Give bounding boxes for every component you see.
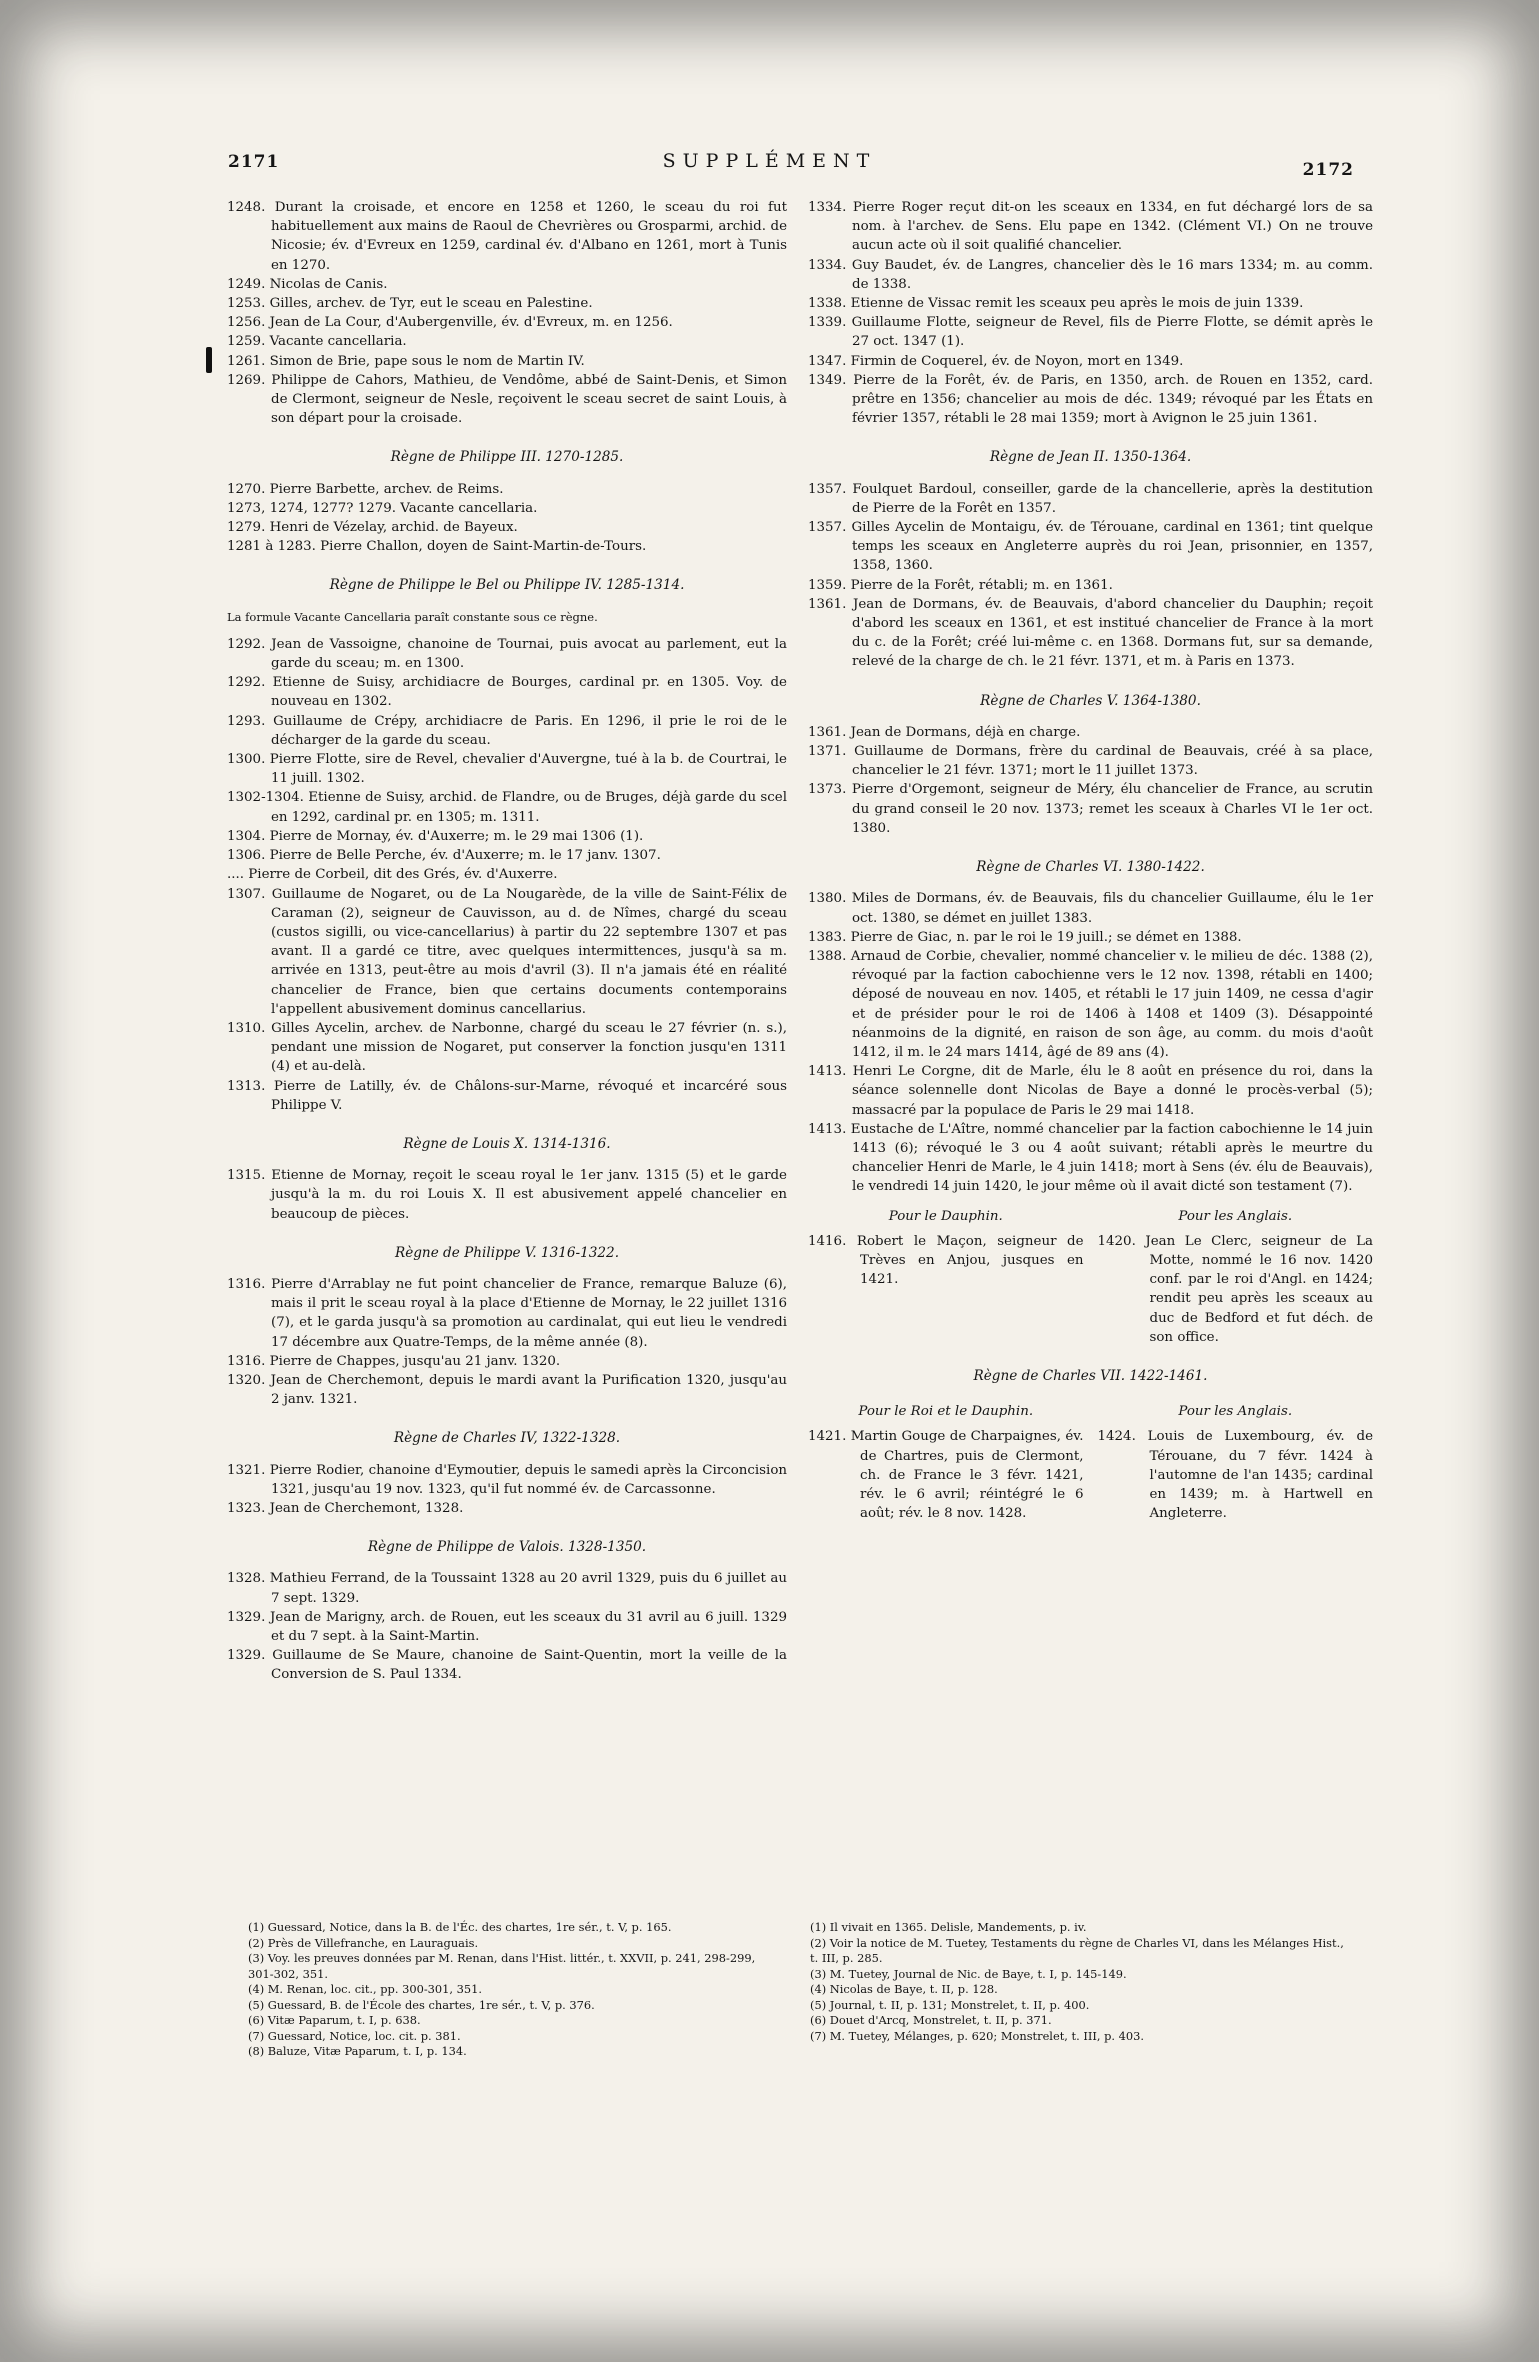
subheading: Pour les Anglais. — [1178, 1208, 1293, 1224]
roi-block — [808, 1398, 1084, 1523]
left-column — [227, 198, 787, 1685]
list-item: 1380. Miles de Dormans, év. de Beauvais, fils du chancelier Guillaume, élu le 1er oct. 1380, se démet en juillet 1383. — [808, 891, 1373, 926]
list-item: 1307. Guillaume de Nogaret, ou de La Nougarède, de la ville de Saint-Félix de Caraman (2), seigneur de Cauvisson, au d. de Nîmes, chargé du sceau (custos sigilli, ou vice-cancellarius) à partir du 22 septembre 1307 et pas avant. Il a gardé ce titre, avec quelques intermittences, jusqu'à sa m. arrivée en 1313, peut-être au mois d'avril (3). Il n'a jamais été en réalité chancelier de France, bien que certains documents contemporains l'appellent abusivement dominus cancellarius. — [227, 886, 787, 1017]
list-item: 1413. Eustache de L'Aître, nommé chancelier par la faction cabochienne le 14 juin 1413 (6); révoqué le 3 ou 4 août suivant; rétabli après le meurtre du chancelier Henri de Marle, le 4 juin 1418; mort à Sens (év. élu de Beauvais), le vendredi 14 juin 1420, le jour même où il avait dicté son testament (7). — [808, 1121, 1373, 1195]
right-column — [808, 198, 1373, 1523]
footnote: (7) Guessard, Notice, loc. cit. p. 381. — [248, 2028, 461, 2043]
footnotes-left — [248, 1920, 778, 2060]
list-item: 1256. Jean de La Cour, d'Aubergenville, év. d'Evreux, m. en 1256. — [227, 315, 673, 331]
list-item: 1338. Etienne de Vissac remit les sceaux peu après le mois de juin 1339. — [808, 296, 1304, 312]
footnote: (8) Baluze, Vitæ Paparum, t. I, p. 134. — [248, 2044, 467, 2058]
anglais-block — [1098, 1203, 1374, 1347]
list-item: 1269. Philippe de Cahors, Mathieu, de Vendôme, abbé de Saint-Denis, et Simon de Clermont, seigneur de Nesle, reçoivent le sceau secret de saint Louis, à son départ pour la croisade. — [227, 372, 787, 427]
footnote: (4) M. Renan, loc. cit., pp. 300-301, 351. — [248, 1982, 483, 1996]
subheading: Pour les Anglais. — [1178, 1404, 1293, 1420]
list-item: 1304. Pierre de Mornay, év. d'Auxerre; m. le 29 mai 1306 (1). — [227, 828, 644, 844]
list-item: 1413. Henri Le Corgne, dit de Marle, élu le 8 août en présence du roi, dans la séance solennelle dont Nicolas de Baye a donné le procès-verbal (5); massacré par la populace de Paris le 29 mai 1418. — [808, 1064, 1373, 1118]
list-item: 1328. Mathieu Ferrand, de la Toussaint 1328 au 20 avril 1329, puis du 6 juillet au 7 sept. 1329. — [227, 1571, 787, 1606]
reign-heading: Règne de Charles V. 1364-1380. — [980, 692, 1201, 709]
footnote: (3) M. Tuetey, Journal de Nic. de Baye, t. I, p. 145-149. — [810, 1966, 1127, 1981]
list-item: 1361. Jean de Dormans, déjà en charge. — [808, 724, 1081, 740]
dauphin-anglais-split — [808, 1203, 1373, 1347]
reign-note: La formule Vacante Cancellaria paraît constante sous ce règne. — [227, 609, 598, 624]
list-item: 1259. Vacante cancellaria. — [227, 334, 407, 350]
page-title: SUPPLÉMENT — [662, 150, 877, 172]
page-number-right: 2172 — [1302, 160, 1354, 180]
reign-heading: Règne de Philippe III. 1270-1285. — [390, 449, 624, 466]
list-item: 1359. Pierre de la Forêt, rétabli; m. en 1361. — [808, 577, 1113, 593]
list-item: 1329. Jean de Marigny, arch. de Rouen, eut les sceaux du 31 avril au 6 juill. 1329 et du 7 sept. à la Saint-Martin. — [227, 1609, 787, 1644]
list-item: 1249. Nicolas de Canis. — [227, 276, 388, 292]
list-item: 1306. Pierre de Belle Perche, év. d'Auxerre; m. le 17 janv. 1307. — [227, 848, 661, 864]
reign-heading: Règne de Charles IV, 1322-1328. — [393, 1430, 621, 1447]
list-item: 1334. Guy Baudet, év. de Langres, chancelier dès le 16 mars 1334; m. au comm. de 1338. — [808, 257, 1373, 292]
list-item: 1316. Pierre d'Arrablay ne fut point chancelier de France, remarque Baluze (6), mais il prit le sceau royal à la place d'Etienne de Mornay, le 22 juillet 1316 (7), et le garda jusqu'à sa promotion au cardinalat, qui eut lieu le vendredi 17 décembre aux Quatre-Temps, de la même année (8). — [227, 1276, 787, 1350]
list-item: 1321. Pierre Rodier, chanoine d'Eymoutier, depuis le samedi après la Circoncision 1321, jusqu'au 19 nov. 1323, qu'il fut nommé év. de Carcassonne. — [227, 1462, 787, 1497]
reign-heading: Règne de Philippe le Bel ou Philippe IV. 1285-1314. — [329, 577, 685, 594]
list-item: 1357. Gilles Aycelin de Montaigu, év. de Térouane, cardinal en 1361; tint quelque temps les sceaux en Angleterre auprès du roi Jean, prisonnier, en 1357, 1358, 1360. — [808, 520, 1373, 574]
list-item: 1300. Pierre Flotte, sire de Revel, chevalier d'Auvergne, tué à la b. de Courtrai, le 11 juill. 1302. — [227, 752, 787, 787]
list-item: 1292. Jean de Vassoigne, chanoine de Tournai, puis avocat au parlement, eut la garde du sceau; m. en 1300. — [227, 636, 787, 672]
footnote: (7) M. Tuetey, Mélanges, p. 620; Monstrelet, t. III, p. 403. — [810, 2028, 1144, 2043]
footnote: (4) Nicolas de Baye, t. II, p. 128. — [810, 1982, 998, 1996]
list-item: 1253. Gilles, archev. de Tyr, eut le sceau en Palestine. — [227, 296, 593, 312]
list-item: 1320. Jean de Cherchemont, depuis le mardi avant la Purification 1320, jusqu'au 2 janv. 1321. — [227, 1372, 787, 1408]
list-item: 1349. Pierre de la Forêt, év. de Paris, en 1350, arch. de Rouen en 1352, card. prêtre en 1356; chancelier au mois de déc. 1349; révoqué par les États en février 1357, rétabli le 28 mai 1359; mort à Avignon le 25 juin 1361. — [808, 372, 1373, 427]
list-item: 1329. Guillaume de Se Maure, chanoine de Saint-Quentin, mort la veille de la Conversion de S. Paul 1334. — [227, 1648, 787, 1683]
list-item: 1293. Guillaume de Crépy, archidiacre de Paris. En 1296, il prie le roi de le décharger de la garde du sceau. — [227, 713, 787, 748]
page-number-left: 2171 — [228, 152, 280, 172]
list-item: 1383. Pierre de Giac, n. par le roi le 19 juill.; se démet en 1388. — [808, 929, 1242, 945]
footnote: (2) Voir la notice de M. Tuetey, Testaments du règne de Charles VI, dans les Mélanges Hist., t. III, p. 285. — [810, 1935, 1344, 1965]
anglais-block-2 — [1098, 1398, 1374, 1523]
footnote: (3) Voy. les preuves données par M. Renan, dans l'Hist. littér., t. XXVII, p. 241, 298-299, 301-302, 351. — [248, 1951, 756, 1981]
footnote: (2) Près de Villefranche, en Lauraguais. — [248, 1935, 479, 1950]
list-item: 1316. Pierre de Chappes, jusqu'au 21 janv. 1320. — [227, 1353, 561, 1369]
footnote: (1) Il vivait en 1365. Delisle, Mandements, p. iv. — [810, 1920, 1087, 1934]
list-item: 1424. Louis de Luxembourg, év. de Térouane, du 7 févr. 1424 à l'automne de l'an 1435; cardinal en 1439; m. à Hartwell en Angleterre. — [1097, 1429, 1373, 1522]
list-item: 1281 à 1283. Pierre Challon, doyen de Saint-Martin-de-Tours. — [227, 539, 647, 555]
footnote: (6) Vitæ Paparum, t. I, p. 638. — [248, 2013, 421, 2027]
list-item: 1292. Etienne de Suisy, archidiacre de Bourges, cardinal pr. en 1305. Voy. de nouveau en 1302. — [227, 675, 787, 710]
list-item: 1339. Guillaume Flotte, seigneur de Revel, fils de Pierre Flotte, se démit après le 27 oct. 1347 (1). — [808, 315, 1373, 350]
list-item: 1388. Arnaud de Corbie, chevalier, nommé chancelier v. le milieu de déc. 1388 (2), révoqué par la faction cabochienne vers le 12 nov. 1398, rétabli en 1400; déposé de nouveau en nov. 1405, et rétabli le 17 juin 1409, ne cessa d'agir et de présider pour le roi de 1406 à 1408 et 1409 (3). Désappointé néanmoins de la dignité, en raison de son âge, au comm. du mois d'août 1412, il m. le 24 mars 1414, âgé de 89 ans (4). — [808, 948, 1373, 1060]
subheading: Pour le Dauphin. — [888, 1208, 1003, 1224]
list-item: 1248. Durant la croisade, et encore en 1258 et 1260, le sceau du roi fut habituellement aux mains de Raoul de Chevrières ou Grosparmi, archid. de Nicosie; év. d'Evreux en 1259, cardinal év. d'Albano en 1261, mort à Tunis en 1270. — [227, 200, 787, 273]
list-item: 1361. Jean de Dormans, év. de Beauvais, d'abord chancelier du Dauphin; reçoit d'abord les sceaux en 1361, et est institué chancelier de France à la mort du c. de la Forêt; créé lui-même c. en 1368. Dormans fut, sur sa demande, relevé de la charge de ch. le 21 févr. 1371, et m. à Paris en 1373. — [808, 596, 1373, 670]
list-item: 1357. Foulquet Bardoul, conseiller, garde de la chancellerie, après la destitution de Pierre de la Forêt en 1357. — [808, 481, 1373, 516]
list-item: 1420. Jean Le Clerc, seigneur de La Motte, nommé le 16 nov. 1420 conf. par le roi d'Angl. en 1424; rendit peu après les sceaux au duc de Bedford et fut déch. de son office. — [1097, 1233, 1373, 1345]
footnote: (5) Journal, t. II, p. 131; Monstrelet, t. II, p. 400. — [810, 1997, 1090, 2012]
reign-heading: Règne de Louis X. 1314-1316. — [403, 1135, 611, 1152]
list-item: 1371. Guillaume de Dormans, frère du cardinal de Beauvais, créé à sa place, chancelier le 21 févr. 1371; mort le 11 juillet 1373. — [808, 744, 1373, 779]
list-item: 1261. Simon de Brie, pape sous le nom de Martin IV. — [227, 353, 585, 369]
margin-mark — [206, 347, 212, 373]
footnote: (1) Guessard, Notice, dans la B. de l'Éc. des chartes, 1re sér., t. V, p. 165. — [248, 1920, 672, 1934]
footnote: (5) Guessard, B. de l'École des chartes, 1re sér., t. V, p. 376. — [248, 1997, 595, 2012]
reign-heading: Règne de Charles VI. 1380-1422. — [976, 859, 1205, 876]
list-item: 1334. Pierre Roger reçut dit-on les sceaux en 1334, en fut déchargé lors de sa nom. à l'archev. de Sens. Elu pape en 1342. (Clément VI.) On ne trouve aucun acte où il soit qualifié chancelier. — [808, 200, 1373, 254]
list-item: 1373. Pierre d'Orgemont, seigneur de Méry, élu chancelier de France, au scrutin du grand conseil le 20 nov. 1373; remet les sceaux à Charles VI le 1er oct. 1380. — [808, 782, 1373, 836]
list-item: .... Pierre de Corbeil, dit des Grés, év. d'Auxerre. — [227, 867, 558, 883]
list-item: 1421. Martin Gouge de Charpaignes, év. de Chartres, puis de Clermont, ch. de France le 3 févr. 1421, rév. le 6 avril; réintégré le 6 août; rév. le 8 nov. 1428. — [808, 1429, 1084, 1522]
subheading: Pour le Roi et le Dauphin. — [858, 1404, 1034, 1420]
list-item: 1315. Etienne de Mornay, reçoit le sceau royal le 1er janv. 1315 (5) et le garde jusqu'à la m. du roi Louis X. Il est abusivement appelé chancelier en beaucoup de pièces. — [227, 1168, 787, 1222]
reign-heading: Règne de Philippe V. 1316-1322. — [394, 1244, 620, 1261]
roi-anglais-split — [808, 1398, 1373, 1523]
dauphin-block — [808, 1203, 1084, 1347]
list-item: 1416. Robert le Maçon, seigneur de Trèves en Anjou, jusques en 1421. — [808, 1233, 1084, 1288]
list-item: 1302-1304. Etienne de Suisy, archid. de Flandre, ou de Bruges, déjà garde du scel en 1292, cardinal pr. en 1305; m. 1311. — [227, 790, 787, 825]
footnote: (6) Douet d'Arcq, Monstrelet, t. II, p. 371. — [810, 2013, 1052, 2027]
list-item: 1347. Firmin de Coquerel, év. de Noyon, mort en 1349. — [808, 353, 1184, 369]
reign-heading: Règne de Philippe de Valois. 1328-1350. — [367, 1539, 647, 1556]
list-item: 1313. Pierre de Latilly, év. de Châlons-sur-Marne, révoqué et incarcéré sous Philippe V. — [227, 1078, 787, 1113]
reign-heading: Règne de Charles VII. 1422-1461. — [973, 1367, 1208, 1384]
list-item: 1279. Henri de Vézelay, archid. de Bayeux. — [227, 520, 518, 536]
list-item: 1323. Jean de Cherchemont, 1328. — [227, 1500, 464, 1516]
list-item: 1270. Pierre Barbette, archev. de Reims. — [227, 481, 504, 497]
list-item: 1273, 1274, 1277? 1279. Vacante cancellaria. — [227, 500, 538, 516]
reign-heading: Règne de Jean II. 1350-1364. — [989, 449, 1192, 466]
list-item: 1310. Gilles Aycelin, archev. de Narbonne, chargé du sceau le 27 février (n. s.), pendant une mission de Nogaret, put conserver la fonction jusqu'en 1311 (4) et au-delà. — [227, 1020, 787, 1075]
footnotes-right — [810, 1920, 1350, 2044]
